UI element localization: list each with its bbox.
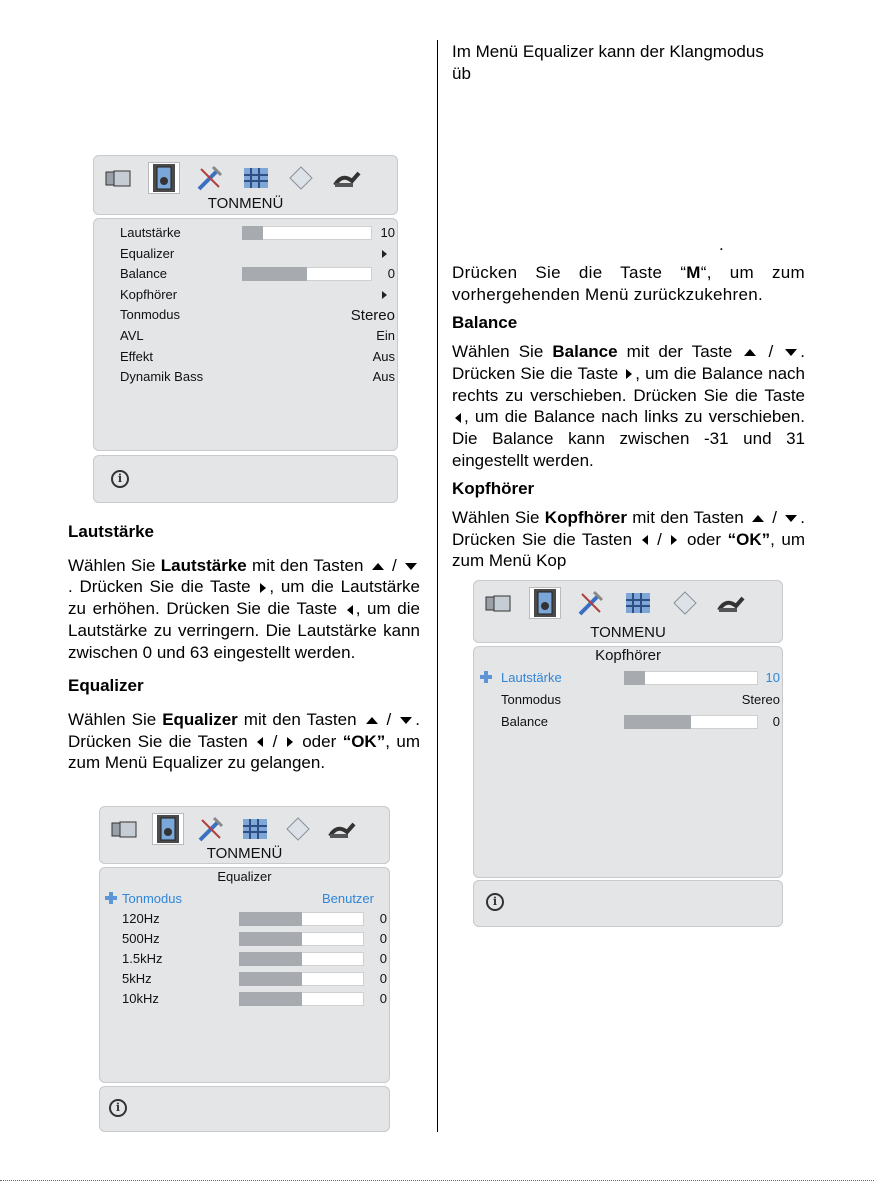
- level-bar[interactable]: [624, 715, 758, 729]
- kopfhoerer-paragraph: Wählen Sie Kopfhörer mit den Tasten / . Drücken Sie die Tasten / oder “OK”, um zum Menü Kop: [452, 508, 806, 571]
- menu-body: [99, 867, 390, 1083]
- source-icon[interactable]: [670, 588, 700, 618]
- level-bar-fill: [624, 671, 645, 685]
- arrow-up-icon: [744, 349, 756, 356]
- arrow-left-icon: [257, 737, 263, 747]
- source-icon[interactable]: [286, 163, 316, 193]
- arrow-up-icon: [752, 515, 764, 522]
- column-divider: [437, 40, 438, 1132]
- row-value: Ein: [376, 328, 395, 343]
- row-label: 5kHz: [122, 971, 152, 986]
- menu-row-1-5khz[interactable]: [122, 949, 387, 969]
- info-icon: i: [109, 1099, 127, 1117]
- row-value: 0: [379, 911, 387, 926]
- row-value: 0: [379, 951, 387, 966]
- arrow-up-icon: [372, 563, 384, 570]
- features-icon[interactable]: [623, 588, 653, 618]
- menu-row-tonmodus[interactable]: [501, 690, 780, 710]
- menu-header: [93, 155, 398, 215]
- level-bar-fill: [624, 715, 691, 729]
- info-icon: i: [111, 470, 129, 488]
- row-value: 10: [380, 225, 395, 240]
- back-paragraph: Drücken Sie die Taste “M“, um zum vorhergehenden Menü zurückzukehren.: [452, 263, 806, 304]
- submenu-arrow-icon: [382, 250, 387, 258]
- row-label: Effekt: [120, 348, 154, 364]
- speaker-icon[interactable]: [149, 163, 179, 193]
- cursor-icon: [480, 671, 492, 683]
- menu-row-lautstärke[interactable]: [501, 668, 780, 688]
- arrow-down-icon: [785, 515, 797, 522]
- intro-line-2: üb: [452, 63, 471, 83]
- row-value: 10: [765, 670, 780, 685]
- menu-title: TONMENÜ: [206, 845, 283, 862]
- info-bar: [99, 1086, 390, 1132]
- row-label: 1.5kHz: [122, 951, 163, 966]
- row-label: Balance: [501, 714, 548, 729]
- level-bar[interactable]: [239, 952, 364, 966]
- row-label: Tonmodus: [501, 692, 561, 707]
- arrow-right-icon: [671, 535, 677, 545]
- menu-row-5khz[interactable]: [122, 969, 387, 989]
- row-value: Aus: [372, 369, 395, 385]
- kopfhoerer-menu-panel: [473, 580, 783, 927]
- menu-body: [93, 218, 398, 451]
- arrow-left-icon: [455, 413, 461, 423]
- tools-icon[interactable]: [576, 588, 606, 618]
- level-bar[interactable]: [624, 671, 758, 685]
- arrow-right-icon: [626, 369, 632, 379]
- tv-picture-icon[interactable]: [483, 588, 513, 618]
- info-bar: [473, 880, 783, 927]
- equalizer-menu-panel: [99, 806, 390, 1132]
- kopfhoerer-heading: Kopfhörer: [452, 479, 535, 499]
- level-bar[interactable]: [242, 267, 372, 281]
- arrow-right-icon: [260, 583, 266, 593]
- menu-row-dynamik-bass[interactable]: [120, 367, 395, 387]
- arrow-left-icon: [642, 535, 648, 545]
- row-value: 0: [379, 971, 387, 986]
- submenu-arrow-icon: [382, 291, 387, 299]
- balance-paragraph: Wählen Sie Balance mit der Taste / . Drücken Sie die Taste , um die Balance nach rechts zu verschieben. Drücken Sie die Taste , um die Balance nach links zu verschieben. Die Balance kann zwischen -31 und 31 eingestellt werden.: [452, 342, 806, 470]
- row-label: Kopfhörer: [120, 286, 178, 302]
- stray-dot: .: [719, 235, 724, 254]
- row-label: Dynamik Bass: [120, 369, 204, 385]
- row-value: 0: [379, 931, 387, 946]
- menu-row-balance[interactable]: [120, 264, 395, 284]
- row-value: 0: [772, 714, 780, 729]
- menu-subtitle: Equalizer: [217, 869, 272, 884]
- level-bar[interactable]: [239, 912, 364, 926]
- row-label: Tonmodus: [120, 307, 180, 323]
- menu-title: TONMENU: [590, 624, 666, 641]
- row-value: Stereo: [350, 307, 395, 325]
- level-bar-fill: [239, 972, 302, 986]
- menu-icon-bar: [99, 810, 390, 850]
- right-sections: [452, 262, 805, 572]
- balance-heading: Balance: [452, 313, 518, 333]
- row-value: Stereo: [741, 692, 780, 707]
- lautstaerke-paragraph: Wählen Sie Lautstärke mit den Tasten / . Drücken Sie die Taste , um die Lautstärke zu erhöhen. Drücken Sie die Taste , um die Lautstärke zu verringern. Die Lautstärke kann zwischen 0 und 63 eingestellt werden.: [68, 555, 420, 662]
- page-bottom-rule: [0, 1180, 874, 1181]
- arrow-right-icon: [287, 737, 293, 747]
- level-bar-fill: [242, 226, 263, 240]
- right-intro: [452, 41, 805, 84]
- level-bar[interactable]: [239, 932, 364, 946]
- source-icon[interactable]: [283, 814, 313, 844]
- features-icon[interactable]: [241, 163, 271, 193]
- row-label: Equalizer: [120, 245, 175, 261]
- equalizer-heading: Equalizer: [68, 676, 144, 696]
- cursor-icon: [105, 892, 117, 904]
- menu-row-tonmodus[interactable]: [120, 305, 395, 325]
- arrow-down-icon: [405, 563, 417, 570]
- row-label: 10kHz: [122, 991, 159, 1006]
- row-label: AVL: [120, 328, 144, 343]
- tools-icon[interactable]: [196, 814, 226, 844]
- row-value: 0: [379, 991, 387, 1006]
- equalizer-paragraph: Wählen Sie Equalizer mit den Tasten / . Drücken Sie die Tasten / oder “OK”, um zum Menü Equalizer zu gelangen.: [68, 709, 420, 773]
- menu-row-120hz[interactable]: [122, 909, 387, 929]
- menu-row-lautstärke[interactable]: [120, 223, 395, 243]
- arrow-down-icon: [400, 717, 412, 724]
- info-icon: i: [486, 893, 504, 911]
- menu-subtitle: Kopfhörer: [595, 647, 661, 664]
- tools-icon[interactable]: [195, 163, 225, 193]
- row-value: Aus: [372, 348, 395, 364]
- row-label: Balance: [120, 266, 167, 282]
- menu-row-balance[interactable]: [501, 712, 780, 732]
- level-bar-fill: [242, 267, 307, 281]
- arrow-left-icon: [347, 605, 353, 615]
- speaker-icon[interactable]: [153, 814, 183, 844]
- menu-row-avl[interactable]: [120, 326, 395, 346]
- menu-title: TONMENÜ: [207, 195, 284, 212]
- level-bar[interactable]: [242, 226, 372, 240]
- tonmenue-main-panel: [93, 155, 398, 503]
- row-label: 500Hz: [122, 931, 160, 946]
- menu-row-10khz[interactable]: [122, 989, 387, 1009]
- info-bar: [93, 455, 398, 503]
- speaker-icon[interactable]: [530, 588, 560, 618]
- install-icon[interactable]: [332, 163, 362, 193]
- lautstaerke-section: [68, 521, 420, 774]
- row-label: 120Hz: [122, 911, 160, 926]
- lautstaerke-heading: Lautstärke: [68, 522, 154, 541]
- arrow-up-icon: [366, 717, 378, 724]
- row-label: Lautstärke: [501, 670, 562, 685]
- menu-row-kopfhörer[interactable]: [120, 285, 395, 305]
- tonmodus-row[interactable]: Tonmodus Benutzer: [105, 889, 374, 909]
- arrow-down-icon: [785, 349, 797, 356]
- row-value: 0: [387, 266, 395, 282]
- menu-icon-bar: [473, 584, 783, 624]
- level-bar[interactable]: [239, 972, 364, 986]
- menu-header: [473, 580, 783, 643]
- menu-row-effekt[interactable]: [120, 347, 395, 367]
- level-bar-fill: [239, 992, 302, 1006]
- install-icon[interactable]: [716, 588, 746, 618]
- row-label: Lautstärke: [120, 225, 181, 240]
- menu-row-500hz[interactable]: [122, 929, 387, 949]
- level-bar-fill: [239, 952, 302, 966]
- tv-picture-icon[interactable]: [109, 814, 139, 844]
- menu-icon-bar: [93, 159, 398, 199]
- level-bar-fill: [239, 912, 302, 926]
- install-icon[interactable]: [327, 814, 357, 844]
- level-bar-fill: [239, 932, 302, 946]
- level-bar[interactable]: [239, 992, 364, 1006]
- tv-picture-icon[interactable]: [103, 163, 133, 193]
- features-icon[interactable]: [240, 814, 270, 844]
- menu-row-equalizer[interactable]: [120, 244, 395, 264]
- intro-line: Im Menü Equalizer kann der Klangmodus: [452, 42, 764, 61]
- menu-body: [473, 646, 783, 878]
- menu-header: [99, 806, 390, 864]
